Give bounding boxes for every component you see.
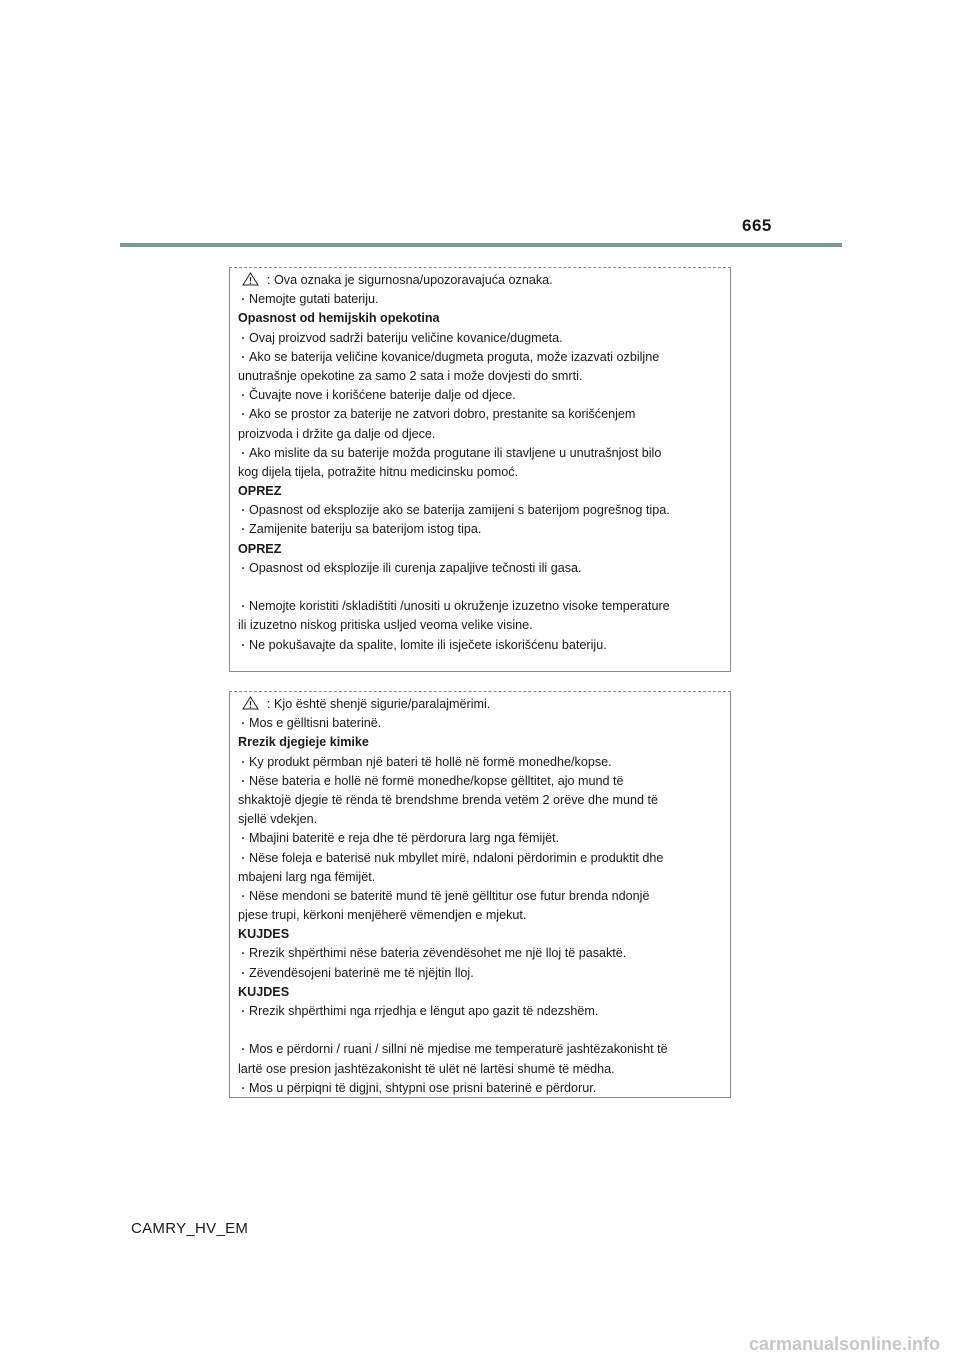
bullet-line <box>238 520 722 539</box>
continuation-line <box>238 906 722 925</box>
line-text: ・ Nemojte gutati bateriju. <box>238 292 379 306</box>
warning-label-line <box>238 271 722 290</box>
continuation-line <box>238 791 722 810</box>
footer-model-code: CAMRY_HV_EM <box>131 1220 249 1237</box>
bullet-line <box>238 964 722 983</box>
line-text: ・ Rrezik shpërthimi nga rrjedhja e lëngut apo gazit të ndezshëm. <box>238 1004 598 1018</box>
line-text: ・ Nëse foleja e baterisë nuk mbyllet mirë, ndaloni përdorimin e produktit dhe <box>238 851 663 865</box>
line-text: mbajeni larg nga fëmijët. <box>238 869 376 884</box>
line-text: : Ova oznaka je sigurnosna/upozoravajuća oznaka. <box>267 273 553 287</box>
continuation-line <box>238 463 722 482</box>
continuation-line <box>238 810 722 829</box>
bullet-line <box>238 829 722 848</box>
line-text: pjese trupi, kërkoni menjëherë vëmendjen e mjekut. <box>238 908 527 923</box>
line-text: ・ Ky produkt përmban një bateri të hollë në formë monedhe/kopse. <box>238 755 612 769</box>
line-text: lartë ose presion jashtëzakonisht të ulët në lartësi shumë të mëdha. <box>238 1061 615 1076</box>
line-text: ili izuzetno niskog pritiska usljed veoma velike visine. <box>238 618 533 633</box>
line-text: ・ Mos e përdorni / ruani / sillni në mjedise me temperaturë jashtëzakonisht të <box>238 1042 668 1056</box>
line-text: : Kjo është shenjë sigurie/paralajmërimi. <box>267 697 491 711</box>
line-text: ・ Zamijenite bateriju sa baterijom istog tipa. <box>238 522 481 536</box>
line-text: ・ Ne pokušavajte da spalite, lomite ili isječete iskorišćenu bateriju. <box>238 638 607 652</box>
bullet-line <box>238 559 722 578</box>
bullet-line <box>238 753 722 772</box>
bullet-line <box>238 405 722 424</box>
line-text: OPREZ <box>238 484 282 499</box>
blank-line <box>238 578 722 597</box>
line-text: kog dijela tijela, potražite hitnu medicinsku pomoć. <box>238 464 519 479</box>
section-heading <box>238 983 722 1002</box>
line-text: ・ Nëse bateria e hollë në formë monedhe/kopse gëlltitet, ajo mund të <box>238 774 624 788</box>
line-text: shkaktojë djegie të rënda të brendshme brenda vetëm 2 orëve dhe mund të <box>238 792 659 807</box>
bullet-line <box>238 290 722 309</box>
line-text: ・ Mbajini bateritë e reja dhe të përdorura larg nga fëmijët. <box>238 831 559 845</box>
line-text: ・ Čuvajte nove i korišćene baterije dalje od djece. <box>238 388 516 402</box>
section-heading <box>238 733 722 752</box>
line-text: ・ Ako se baterija veličine kovanice/dugmeta proguta, može izazvati ozbiljne <box>238 350 659 364</box>
bullet-line <box>238 887 722 906</box>
warning-box-bosnian <box>229 267 731 672</box>
blank-line <box>238 1021 722 1040</box>
bullet-line <box>238 329 722 348</box>
line-text: ・ Ovaj proizvod sadrži bateriju veličine kovanice/dugmeta. <box>238 331 563 345</box>
line-text: KUJDES <box>238 984 290 999</box>
line-text: ・ Mos e gëlltisni baterinë. <box>238 716 381 730</box>
warning-box-albanian <box>229 691 731 1098</box>
section-heading <box>238 540 722 559</box>
line-text: proizvoda i držite ga dalje od djece. <box>238 426 436 441</box>
bullet-line <box>238 1079 722 1098</box>
continuation-line <box>238 1060 722 1079</box>
line-text: ・ Ako se prostor za baterije ne zatvori dobro, prestanite sa korišćenjem <box>238 407 635 421</box>
bullet-line <box>238 501 722 520</box>
warning-label-line <box>238 695 722 714</box>
continuation-line <box>238 616 722 635</box>
line-text: OPREZ <box>238 541 282 556</box>
line-text: sjellë vdekjen. <box>238 812 318 827</box>
page-number: 665 <box>742 216 772 235</box>
bullet-line <box>238 386 722 405</box>
line-text: Rrezik djegieje kimike <box>238 735 369 750</box>
line-text: ・ Mos u përpiqni të digjni, shtypni ose prisni baterinë e përdorur. <box>238 1081 596 1095</box>
header-rule <box>120 243 842 247</box>
line-text: ・ Opasnost od eksplozije ako se baterija zamijeni s baterijom pogrešnog tipa. <box>238 503 670 517</box>
section-heading <box>238 309 722 328</box>
line-text: unutrašnje opekotine za samo 2 sata i može dovjesti do smrti. <box>238 368 583 383</box>
continuation-line <box>238 367 722 386</box>
bullet-line <box>238 772 722 791</box>
line-text: ・ Zëvendësojeni baterinë me të njëjtin lloj. <box>238 966 474 980</box>
bullet-line <box>238 1002 722 1021</box>
bullet-line <box>238 444 722 463</box>
bullet-line <box>238 1040 722 1059</box>
bullet-line <box>238 636 722 655</box>
section-heading <box>238 925 722 944</box>
bullet-line <box>238 348 722 367</box>
line-text: KUJDES <box>238 927 290 942</box>
continuation-line <box>238 868 722 887</box>
line-text: ・ Opasnost od eksplozije ili curenja zapaljive tečnosti ili gasa. <box>238 561 582 575</box>
warning-triangle-icon <box>242 272 259 286</box>
continuation-line <box>238 425 722 444</box>
watermark[interactable]: carmanualsonline.info <box>748 1334 940 1354</box>
bullet-line <box>238 849 722 868</box>
line-text: ・ Nëse mendoni se bateritë mund të jenë gëlltitur ose futur brenda ndonjë <box>238 889 649 903</box>
warning-triangle-icon <box>242 696 259 710</box>
bullet-line <box>238 944 722 963</box>
line-text: ・ Ako mislite da su baterije možda progutane ili stavljene u unutrašnjost bilo <box>238 446 661 460</box>
bullet-line <box>238 714 722 733</box>
section-heading <box>238 482 722 501</box>
line-text: ・ Nemojte koristiti /skladištiti /unositi u okruženje izuzetno visoke temperature <box>238 599 670 613</box>
line-text: Opasnost od hemijskih opekotina <box>238 311 440 326</box>
line-text: ・ Rrezik shpërthimi nëse bateria zëvendësohet me një lloj të pasaktë. <box>238 946 626 960</box>
bullet-line <box>238 597 722 616</box>
